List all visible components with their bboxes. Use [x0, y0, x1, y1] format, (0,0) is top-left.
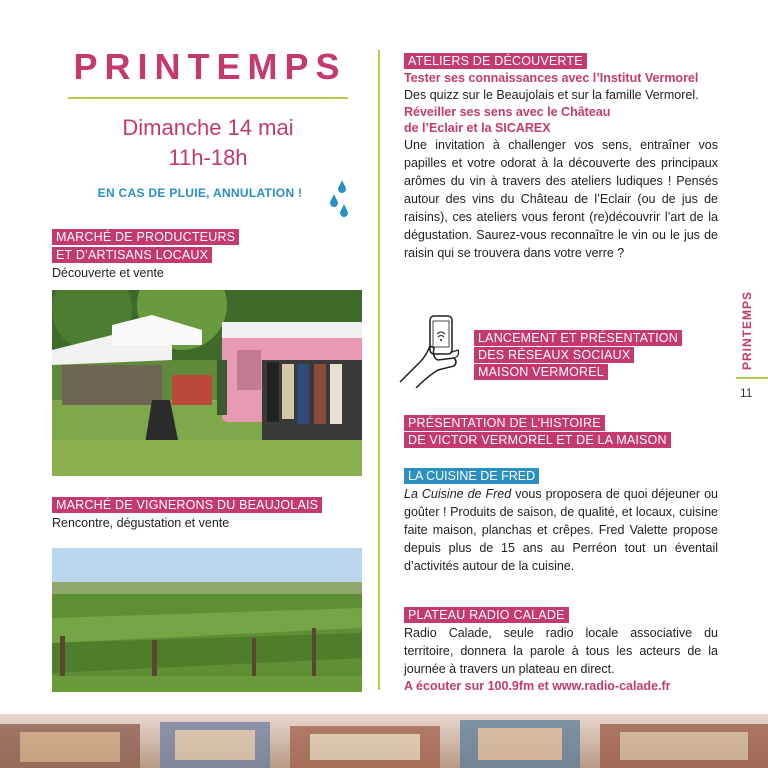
tiled-floor-photo — [0, 714, 768, 768]
phone-in-hand-icon — [398, 312, 468, 388]
history-title-1: PRÉSENTATION DE L’HISTOIRE — [404, 415, 605, 431]
market-photo — [52, 290, 362, 476]
page-number: 11 — [740, 386, 753, 400]
radio-section — [404, 606, 718, 694]
workshops-sub-1: Tester ses connaissances avec l’Institut Vermorel — [404, 71, 699, 85]
history-section — [404, 415, 671, 449]
event-date — [68, 113, 348, 173]
radio-text: Radio Calade, seule radio locale associative du territoire, donnera la parole à tous les acteurs de la journée à travers un plateau en direct. — [404, 626, 718, 676]
radio-link[interactable]: A écouter sur 100.9fm et www.radio-calade.fr — [404, 679, 671, 693]
rain-drops-icon — [326, 178, 356, 218]
social-title-3: MAISON VERMOREL — [474, 364, 608, 380]
event-hours: 11h-18h — [168, 145, 248, 170]
workshops-text-2: Une invitation à challenger vos sens, entraîner vos papilles et votre odorat à la découverte des principaux arômes du vin à travers des ateliers ludiques ! Pensés autour des vins du Château de l’Eclair (ou de jus de raisins), ces ateliers vous feront (re)découvrir l’art de la dégustation. Saurez-vous reconnaître le vin ou le jus de raisin qui se trouvera dans votre verre ? — [404, 138, 718, 260]
cuisine-title: LA CUISINE DE FRED — [404, 468, 539, 484]
cuisine-name: La Cuisine de Fred — [404, 487, 512, 501]
page-title: PRINTEMPS — [73, 46, 347, 87]
side-season-label: PRINTEMPS — [740, 290, 754, 370]
radio-title: PLATEAU RADIO CALADE — [404, 607, 569, 623]
column-divider — [378, 50, 380, 690]
event-day: Dimanche 14 mai — [122, 115, 294, 140]
history-title-2: DE VICTOR VERMOREL ET DE LA MAISON — [404, 432, 671, 448]
workshops-sub-2-line-1: Réveiller ses sens avec le Château — [404, 105, 611, 119]
market-producers-subtitle: Découverte et vente — [52, 266, 164, 280]
market-winegrowers-title: MARCHÉ DE VIGNERONS DU BEAUJOLAIS — [52, 497, 322, 513]
social-section — [398, 312, 718, 394]
workshops-sub-2-line-2: de l’Eclair et la SICAREX — [404, 121, 551, 135]
social-title-2: DES RÉSEAUX SOCIAUX — [474, 347, 634, 363]
vineyard-photo — [52, 548, 362, 692]
market-producers-title-2: ET D’ARTISANS LOCAUX — [52, 247, 212, 263]
market-winegrowers-subtitle: Rencontre, dégustation et vente — [52, 516, 230, 530]
cuisine-section — [404, 467, 718, 575]
workshops-text-1: Des quizz sur le Beaujolais et sur la famille Vermorel. — [404, 88, 699, 102]
rain-note: EN CAS DE PLUIE, ANNULATION ! — [97, 186, 303, 200]
cuisine-description: vous proposera de quoi déjeuner ou goûter ! Produits de saison, de qualité, et locaux, cuisine faite maison, planchas et crêpes. Fred Valette propose depuis plus de 15 ans au Perréon tout un éventail d’activités autour de la cuisine. — [404, 487, 718, 573]
market-producers-section — [52, 228, 362, 280]
title-underline — [68, 97, 348, 99]
workshops-section — [404, 52, 718, 262]
side-divider — [736, 377, 768, 379]
social-title-1: LANCEMENT ET PRÉSENTATION — [474, 330, 682, 346]
market-winegrowers-section — [52, 496, 362, 530]
workshops-title: ATELIERS DE DÉCOUVERTE — [404, 53, 587, 69]
market-producers-title-1: MARCHÉ DE PRODUCTEURS — [52, 229, 239, 245]
cuisine-text — [404, 485, 718, 575]
